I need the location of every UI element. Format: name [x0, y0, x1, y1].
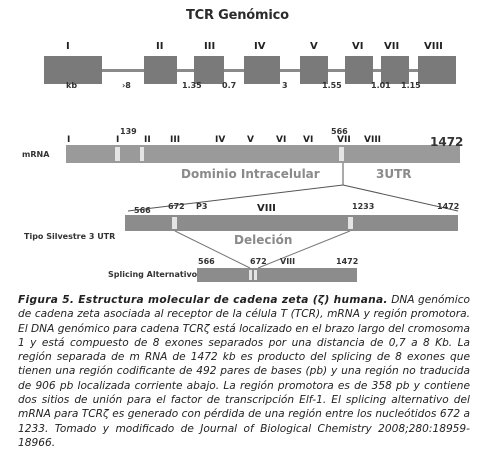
wt-p3: P3 — [196, 202, 208, 211]
genomic-distance: 1.55 — [322, 81, 342, 90]
mrna-exon-label: VIII — [364, 135, 382, 145]
splicing-pos-566: 566 — [198, 257, 215, 266]
genomic-distance: 1.15 — [401, 81, 421, 90]
genomic-distance: 1.01 — [371, 81, 391, 90]
splicing-bar — [197, 268, 357, 282]
splicing-label: Splicing Alternativo — [108, 270, 198, 279]
genomic-exon-label: VI — [352, 41, 364, 52]
genomic-exon-label: IV — [254, 41, 266, 52]
wt-pos-1233: 1233 — [352, 202, 375, 211]
splicing-junction — [249, 270, 252, 280]
mrna-exon-label: VI — [276, 135, 287, 145]
genomic-exon-label: III — [204, 41, 216, 52]
mrna-marker-139: 139 — [120, 127, 137, 136]
mrna-marker-566: 566 — [331, 127, 348, 136]
wt-exon-label: VIII — [257, 203, 276, 214]
genomic-distance: 1.35 — [182, 81, 202, 90]
mrna-exon-label: V — [247, 135, 254, 145]
wt-boundary-672 — [172, 217, 177, 229]
mrna-exon-label: VII — [337, 135, 351, 145]
mrna-label: mRNA — [22, 150, 50, 159]
splicing-pos-1472: 1472 — [336, 257, 359, 266]
domain-label: Dominio Intracelular — [181, 167, 320, 181]
mrna-exon-label: II — [144, 135, 151, 145]
mrna-exon-label: I — [116, 135, 120, 145]
caption-body: DNA genómico de cadena zeta asociada al receptor de la célula T (TCR), mRNA y región promotora. El DNA genómico para cadena TCRζ está localizado en el brazo largo del cromosoma 1 y está compuesto de 8 exones separados por una distancia de 0,7 a 8 Kb. La región separada de m RNA de 1472 kb es producto del splicing de 8 exones que tienen una región codificante de 492 pares de bases (pb) y una región no traducida de 906 pb localizada corriente abajo. La región promotora es de 358 pb y contiene dos sitios de unión para el factor de transcripción Elf-1. El splicing alternativo del mRNA para TCRζ es generado con pérdida de una región entre los nucleótidos 672 a 1233. Tomado y modificado de Journal of Biological Chemistry 2008;280:18959-18966. — [18, 294, 471, 449]
splicing-exon-label: VIII — [280, 257, 296, 266]
genomic-exon-label: V — [310, 41, 318, 52]
mrna-end-1472: 1472 — [430, 135, 464, 149]
wt-pos-566: 566 — [134, 206, 151, 215]
wt-boundary-1233 — [348, 217, 353, 229]
genomic-title: TCR Genómico — [186, 8, 289, 23]
mrna-exon-label: I — [67, 135, 71, 145]
wt-label: Tipo Silvestre 3 UTR — [24, 232, 116, 241]
mrna-exon-label: III — [170, 135, 181, 145]
splicing-pos-672: 672 — [250, 257, 267, 266]
caption-title: Figura 5. Estructura molecular de cadena zeta (ζ) humana. — [18, 294, 388, 306]
genomic-exon-label: II — [156, 41, 164, 52]
wt-pos-1472: 1472 — [437, 202, 460, 211]
wt-pos-672: 672 — [168, 202, 185, 211]
genomic-distance: 3 — [282, 81, 288, 90]
genomic-distance: kb — [66, 81, 78, 90]
genomic-distance: ›8 — [122, 81, 131, 90]
mrna-exon-label: VI — [303, 135, 314, 145]
genomic-exon-label: VIII — [424, 41, 443, 52]
figure-caption — [18, 293, 470, 450]
splicing-junction — [254, 270, 257, 280]
genomic-exon-label: VII — [384, 41, 400, 52]
deletion-label: Deleción — [234, 233, 293, 247]
genomic-exon-label: I — [66, 41, 70, 52]
genomic-distance: 0.7 — [222, 81, 237, 90]
utr-label: 3UTR — [376, 167, 412, 181]
mrna-exon-label: IV — [215, 135, 226, 145]
